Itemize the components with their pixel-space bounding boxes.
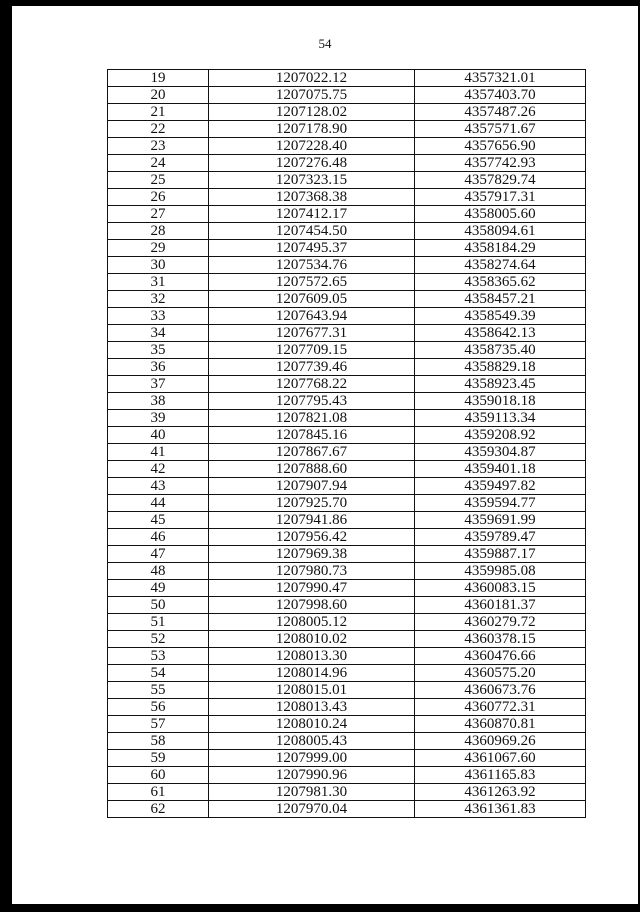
point-number-cell: 62	[108, 801, 209, 818]
table-row	[108, 597, 586, 614]
y-coordinate-cell: 4358457.21	[415, 291, 586, 308]
table-row	[108, 461, 586, 478]
y-coordinate-cell: 4357917.31	[415, 189, 586, 206]
y-coordinate-cell: 4360575.20	[415, 665, 586, 682]
point-number-cell: 56	[108, 699, 209, 716]
x-coordinate-cell: 1207228.40	[209, 138, 415, 155]
point-number-cell: 35	[108, 342, 209, 359]
x-coordinate-cell: 1207534.76	[209, 257, 415, 274]
point-number-cell: 26	[108, 189, 209, 206]
x-coordinate-cell: 1207677.31	[209, 325, 415, 342]
x-coordinate-cell: 1207609.05	[209, 291, 415, 308]
x-coordinate-cell: 1208013.43	[209, 699, 415, 716]
y-coordinate-cell: 4361361.83	[415, 801, 586, 818]
x-coordinate-cell: 1207572.65	[209, 274, 415, 291]
point-number-cell: 22	[108, 121, 209, 138]
x-coordinate-cell: 1207709.15	[209, 342, 415, 359]
y-coordinate-cell: 4358923.45	[415, 376, 586, 393]
point-number-cell: 38	[108, 393, 209, 410]
x-coordinate-cell: 1207999.00	[209, 750, 415, 767]
x-coordinate-cell: 1207970.04	[209, 801, 415, 818]
table-row	[108, 767, 586, 784]
point-number-cell: 19	[108, 70, 209, 87]
point-number-cell: 24	[108, 155, 209, 172]
coordinates-table	[107, 69, 586, 818]
table-row	[108, 274, 586, 291]
x-coordinate-cell: 1207990.96	[209, 767, 415, 784]
table-row	[108, 733, 586, 750]
point-number-cell: 21	[108, 104, 209, 121]
x-coordinate-cell: 1207941.86	[209, 512, 415, 529]
point-number-cell: 48	[108, 563, 209, 580]
table-row	[108, 325, 586, 342]
y-coordinate-cell: 4358829.18	[415, 359, 586, 376]
x-coordinate-cell: 1207907.94	[209, 478, 415, 495]
point-number-cell: 23	[108, 138, 209, 155]
point-number-cell: 49	[108, 580, 209, 597]
table-row	[108, 580, 586, 597]
x-coordinate-cell: 1207925.70	[209, 495, 415, 512]
point-number-cell: 47	[108, 546, 209, 563]
table-row	[108, 427, 586, 444]
y-coordinate-cell: 4360969.26	[415, 733, 586, 750]
x-coordinate-cell: 1207888.60	[209, 461, 415, 478]
x-coordinate-cell: 1207075.75	[209, 87, 415, 104]
x-coordinate-cell: 1207128.02	[209, 104, 415, 121]
point-number-cell: 45	[108, 512, 209, 529]
point-number-cell: 55	[108, 682, 209, 699]
y-coordinate-cell: 4359113.34	[415, 410, 586, 427]
point-number-cell: 42	[108, 461, 209, 478]
y-coordinate-cell: 4358094.61	[415, 223, 586, 240]
x-coordinate-cell: 1207323.15	[209, 172, 415, 189]
table-row	[108, 87, 586, 104]
table-row	[108, 257, 586, 274]
y-coordinate-cell: 4359018.18	[415, 393, 586, 410]
y-coordinate-cell: 4358735.40	[415, 342, 586, 359]
point-number-cell: 25	[108, 172, 209, 189]
table-row	[108, 648, 586, 665]
x-coordinate-cell: 1208013.30	[209, 648, 415, 665]
y-coordinate-cell: 4359401.18	[415, 461, 586, 478]
y-coordinate-cell: 4361165.83	[415, 767, 586, 784]
table-row	[108, 155, 586, 172]
x-coordinate-cell: 1207845.16	[209, 427, 415, 444]
point-number-cell: 50	[108, 597, 209, 614]
table-row	[108, 104, 586, 121]
y-coordinate-cell: 4361263.92	[415, 784, 586, 801]
y-coordinate-cell: 4360279.72	[415, 614, 586, 631]
point-number-cell: 37	[108, 376, 209, 393]
y-coordinate-cell: 4357742.93	[415, 155, 586, 172]
x-coordinate-cell: 1207768.22	[209, 376, 415, 393]
point-number-cell: 41	[108, 444, 209, 461]
table-row	[108, 444, 586, 461]
x-coordinate-cell: 1207998.60	[209, 597, 415, 614]
x-coordinate-cell: 1207495.37	[209, 240, 415, 257]
table-row	[108, 308, 586, 325]
table-row	[108, 342, 586, 359]
x-coordinate-cell: 1207368.38	[209, 189, 415, 206]
x-coordinate-cell: 1207022.12	[209, 70, 415, 87]
x-coordinate-cell: 1207276.48	[209, 155, 415, 172]
point-number-cell: 51	[108, 614, 209, 631]
x-coordinate-cell: 1207981.30	[209, 784, 415, 801]
y-coordinate-cell: 4358642.13	[415, 325, 586, 342]
y-coordinate-cell: 4357487.26	[415, 104, 586, 121]
y-coordinate-cell: 4360673.76	[415, 682, 586, 699]
x-coordinate-cell: 1207980.73	[209, 563, 415, 580]
y-coordinate-cell: 4359887.17	[415, 546, 586, 563]
y-coordinate-cell: 4360870.81	[415, 716, 586, 733]
y-coordinate-cell: 4357403.70	[415, 87, 586, 104]
table-row	[108, 631, 586, 648]
table-row	[108, 699, 586, 716]
x-coordinate-cell: 1208005.12	[209, 614, 415, 631]
page-number: 54	[318, 36, 332, 51]
y-coordinate-cell: 4358184.29	[415, 240, 586, 257]
table-row	[108, 206, 586, 223]
table-row	[108, 682, 586, 699]
table-row	[108, 393, 586, 410]
table-row	[108, 70, 586, 87]
table-row	[108, 665, 586, 682]
y-coordinate-cell: 4360476.66	[415, 648, 586, 665]
x-coordinate-cell: 1207178.90	[209, 121, 415, 138]
table-row	[108, 529, 586, 546]
table-row	[108, 716, 586, 733]
y-coordinate-cell: 4357656.90	[415, 138, 586, 155]
y-coordinate-cell: 4359789.47	[415, 529, 586, 546]
point-number-cell: 36	[108, 359, 209, 376]
y-coordinate-cell: 4358274.64	[415, 257, 586, 274]
table-row	[108, 291, 586, 308]
point-number-cell: 46	[108, 529, 209, 546]
point-number-cell: 27	[108, 206, 209, 223]
y-coordinate-cell: 4359304.87	[415, 444, 586, 461]
table-row	[108, 750, 586, 767]
x-coordinate-cell: 1208014.96	[209, 665, 415, 682]
x-coordinate-cell: 1207643.94	[209, 308, 415, 325]
x-coordinate-cell: 1208005.43	[209, 733, 415, 750]
table-row	[108, 784, 586, 801]
point-number-cell: 34	[108, 325, 209, 342]
table-row	[108, 478, 586, 495]
point-number-cell: 29	[108, 240, 209, 257]
x-coordinate-cell: 1207969.38	[209, 546, 415, 563]
table-row	[108, 614, 586, 631]
table-row	[108, 512, 586, 529]
x-coordinate-cell: 1207412.17	[209, 206, 415, 223]
point-number-cell: 53	[108, 648, 209, 665]
x-coordinate-cell: 1207454.50	[209, 223, 415, 240]
document-page	[12, 6, 638, 904]
point-number-cell: 59	[108, 750, 209, 767]
x-coordinate-cell: 1207956.42	[209, 529, 415, 546]
y-coordinate-cell: 4359594.77	[415, 495, 586, 512]
y-coordinate-cell: 4361067.60	[415, 750, 586, 767]
x-coordinate-cell: 1207739.46	[209, 359, 415, 376]
table-row	[108, 495, 586, 512]
x-coordinate-cell: 1207990.47	[209, 580, 415, 597]
table-row	[108, 172, 586, 189]
x-coordinate-cell: 1207867.67	[209, 444, 415, 461]
point-number-cell: 20	[108, 87, 209, 104]
table-row	[108, 121, 586, 138]
point-number-cell: 43	[108, 478, 209, 495]
x-coordinate-cell: 1208015.01	[209, 682, 415, 699]
y-coordinate-cell: 4359497.82	[415, 478, 586, 495]
table-row	[108, 376, 586, 393]
table-row	[108, 801, 586, 818]
y-coordinate-cell: 4359208.92	[415, 427, 586, 444]
point-number-cell: 60	[108, 767, 209, 784]
y-coordinate-cell: 4359985.08	[415, 563, 586, 580]
y-coordinate-cell: 4360772.31	[415, 699, 586, 716]
y-coordinate-cell: 4358005.60	[415, 206, 586, 223]
y-coordinate-cell: 4360378.15	[415, 631, 586, 648]
table-row	[108, 546, 586, 563]
point-number-cell: 32	[108, 291, 209, 308]
y-coordinate-cell: 4360083.15	[415, 580, 586, 597]
table-row	[108, 359, 586, 376]
table-row	[108, 138, 586, 155]
y-coordinate-cell: 4357321.01	[415, 70, 586, 87]
y-coordinate-cell: 4358365.62	[415, 274, 586, 291]
table-row	[108, 240, 586, 257]
y-coordinate-cell: 4360181.37	[415, 597, 586, 614]
point-number-cell: 61	[108, 784, 209, 801]
point-number-cell: 33	[108, 308, 209, 325]
y-coordinate-cell: 4358549.39	[415, 308, 586, 325]
point-number-cell: 28	[108, 223, 209, 240]
point-number-cell: 30	[108, 257, 209, 274]
x-coordinate-cell: 1207795.43	[209, 393, 415, 410]
x-coordinate-cell: 1208010.02	[209, 631, 415, 648]
point-number-cell: 58	[108, 733, 209, 750]
coordinates-table-body	[108, 70, 586, 818]
x-coordinate-cell: 1208010.24	[209, 716, 415, 733]
y-coordinate-cell: 4359691.99	[415, 512, 586, 529]
point-number-cell: 44	[108, 495, 209, 512]
table-row	[108, 189, 586, 206]
y-coordinate-cell: 4357829.74	[415, 172, 586, 189]
x-coordinate-cell: 1207821.08	[209, 410, 415, 427]
point-number-cell: 57	[108, 716, 209, 733]
point-number-cell: 39	[108, 410, 209, 427]
point-number-cell: 52	[108, 631, 209, 648]
table-row	[108, 410, 586, 427]
point-number-cell: 31	[108, 274, 209, 291]
table-row	[108, 223, 586, 240]
point-number-cell: 54	[108, 665, 209, 682]
y-coordinate-cell: 4357571.67	[415, 121, 586, 138]
point-number-cell: 40	[108, 427, 209, 444]
table-row	[108, 563, 586, 580]
